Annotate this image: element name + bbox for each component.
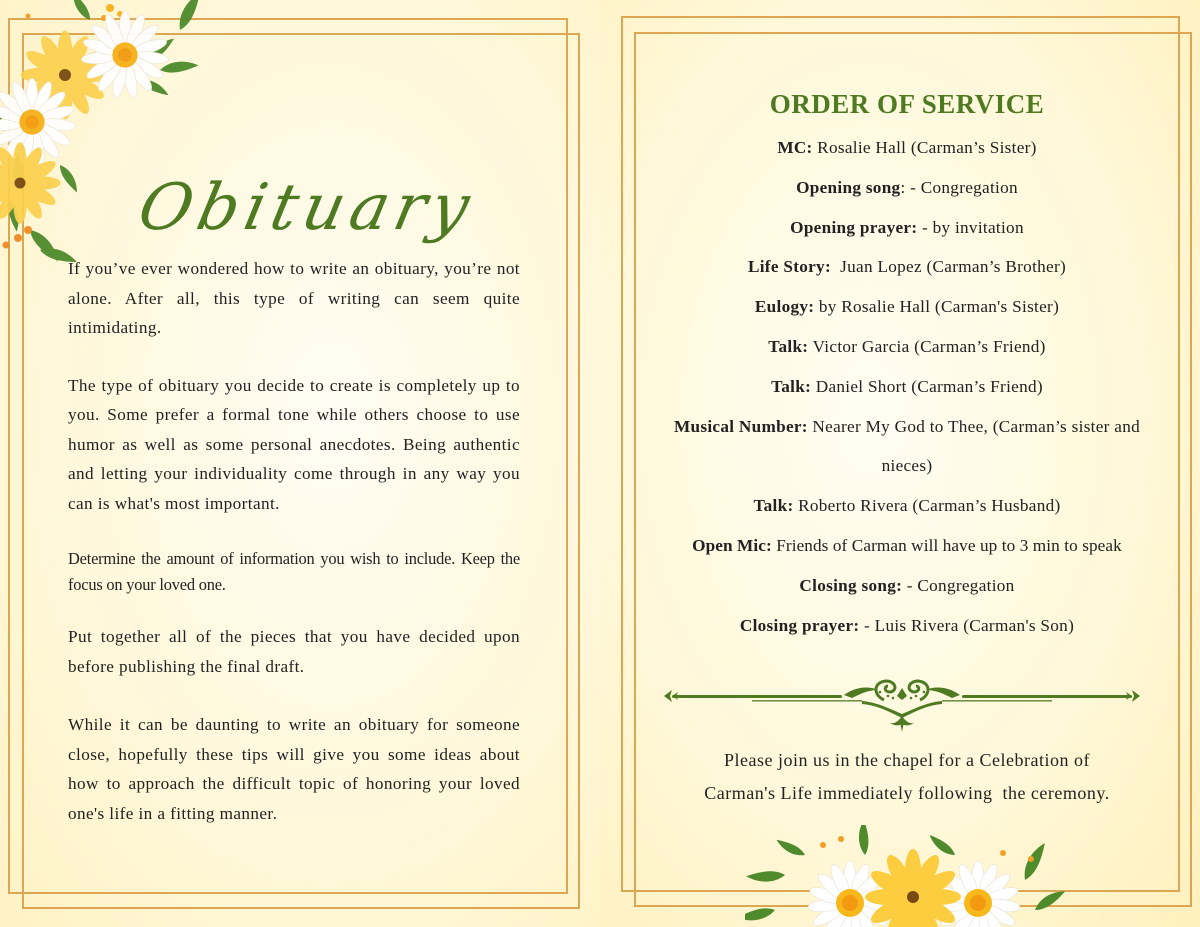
obituary-paragraph: While it can be daunting to write an obituary for someone close, hopefully these tips will give you some ideas about how to approach the difficult topic of honoring your loved one's life in a fitting manner. (68, 715, 520, 823)
service-item-label: Opening song (796, 177, 901, 197)
service-item-closing-prayer (640, 606, 1174, 646)
closing-line: Please join us in the chapel for a Celebration of (724, 750, 1090, 770)
service-item-value: Nearer My God to Thee, (Carman’s sister and nieces) (807, 416, 1141, 476)
service-item-label: Talk: (768, 336, 809, 356)
service-item-value: : - Congregation (900, 177, 1018, 197)
obituary-paragraph: Put together all of the pieces that you have decided upon before publishing the final draft. (68, 627, 520, 676)
service-item-value: - Luis Rivera (Carman's Son) (859, 615, 1075, 635)
service-item-label: Talk: (771, 376, 812, 396)
order-of-service (640, 86, 1174, 645)
service-item-eulogy (640, 287, 1174, 327)
service-item-opening-song (640, 168, 1174, 208)
service-title: ORDER OF SERVICE (769, 89, 1045, 119)
service-item-mc (640, 128, 1174, 168)
service-item-label: Life Story: (747, 257, 831, 277)
floral-bouquet-icon (745, 825, 1075, 927)
service-item-closing-song (640, 566, 1174, 606)
service-item-talk (640, 327, 1174, 367)
floral-corner-icon (0, 0, 240, 290)
service-item-label: Closing prayer: (739, 615, 860, 635)
service-item-label: Opening prayer: (790, 217, 918, 237)
service-item-value: Rosalie Hall (Carman’s Sister) (812, 138, 1037, 157)
service-item-open-mic (640, 526, 1174, 566)
service-item-talk (640, 486, 1174, 526)
service-item-value: Daniel Short (Carman’s Friend) (811, 376, 1043, 396)
service-item-label: MC: (777, 138, 813, 157)
service-item-label: Musical Number: (673, 416, 808, 436)
obituary-paragraph: If you’ve ever wondered how to write an obituary, you’re not alone. After all, this type of writing can seem quite intimidating. (68, 259, 520, 337)
service-item-life-story (640, 247, 1174, 287)
service-item-label: Talk: (753, 496, 794, 516)
service-item-value: Juan Lopez (Carman’s Brother) (830, 257, 1067, 277)
closing-invitation (640, 744, 1174, 810)
service-item-opening-prayer (640, 208, 1174, 248)
service-item-label: Eulogy: (754, 297, 815, 317)
obituary-title: Obituary (132, 170, 482, 245)
service-item-musical-number (640, 407, 1174, 487)
service-item-value: Friends of Carman will have up to 3 min to speak (771, 535, 1122, 555)
service-item-label: Closing song: (799, 575, 903, 595)
service-item-value: Victor Garcia (Carman’s Friend) (808, 336, 1046, 356)
obituary-body (68, 254, 520, 828)
closing-line: Carman's Life immediately following the ceremony. (704, 783, 1110, 803)
obituary-paragraph: The type of obituary you decide to create is completely up to you. Some prefer a formal tone while others choose to use humor as well as some personal anecdotes. Being authentic and letting your individuality come through in any way you can is what's most important. (68, 375, 520, 513)
service-item-value: by Rosalie Hall (Carman's Sister) (814, 297, 1060, 317)
service-item-talk (640, 367, 1174, 407)
service-item-value: - Congregation (902, 575, 1015, 595)
service-item-value: - by invitation (917, 217, 1024, 237)
service-item-label: Open Mic: (692, 535, 772, 555)
ornamental-divider-icon (662, 678, 1142, 734)
obituary-paragraph: Determine the amount of information you wish to include. Keep the focus on your loved one. (68, 549, 520, 594)
service-item-value: Roberto Rivera (Carman’s Husband) (793, 496, 1061, 516)
